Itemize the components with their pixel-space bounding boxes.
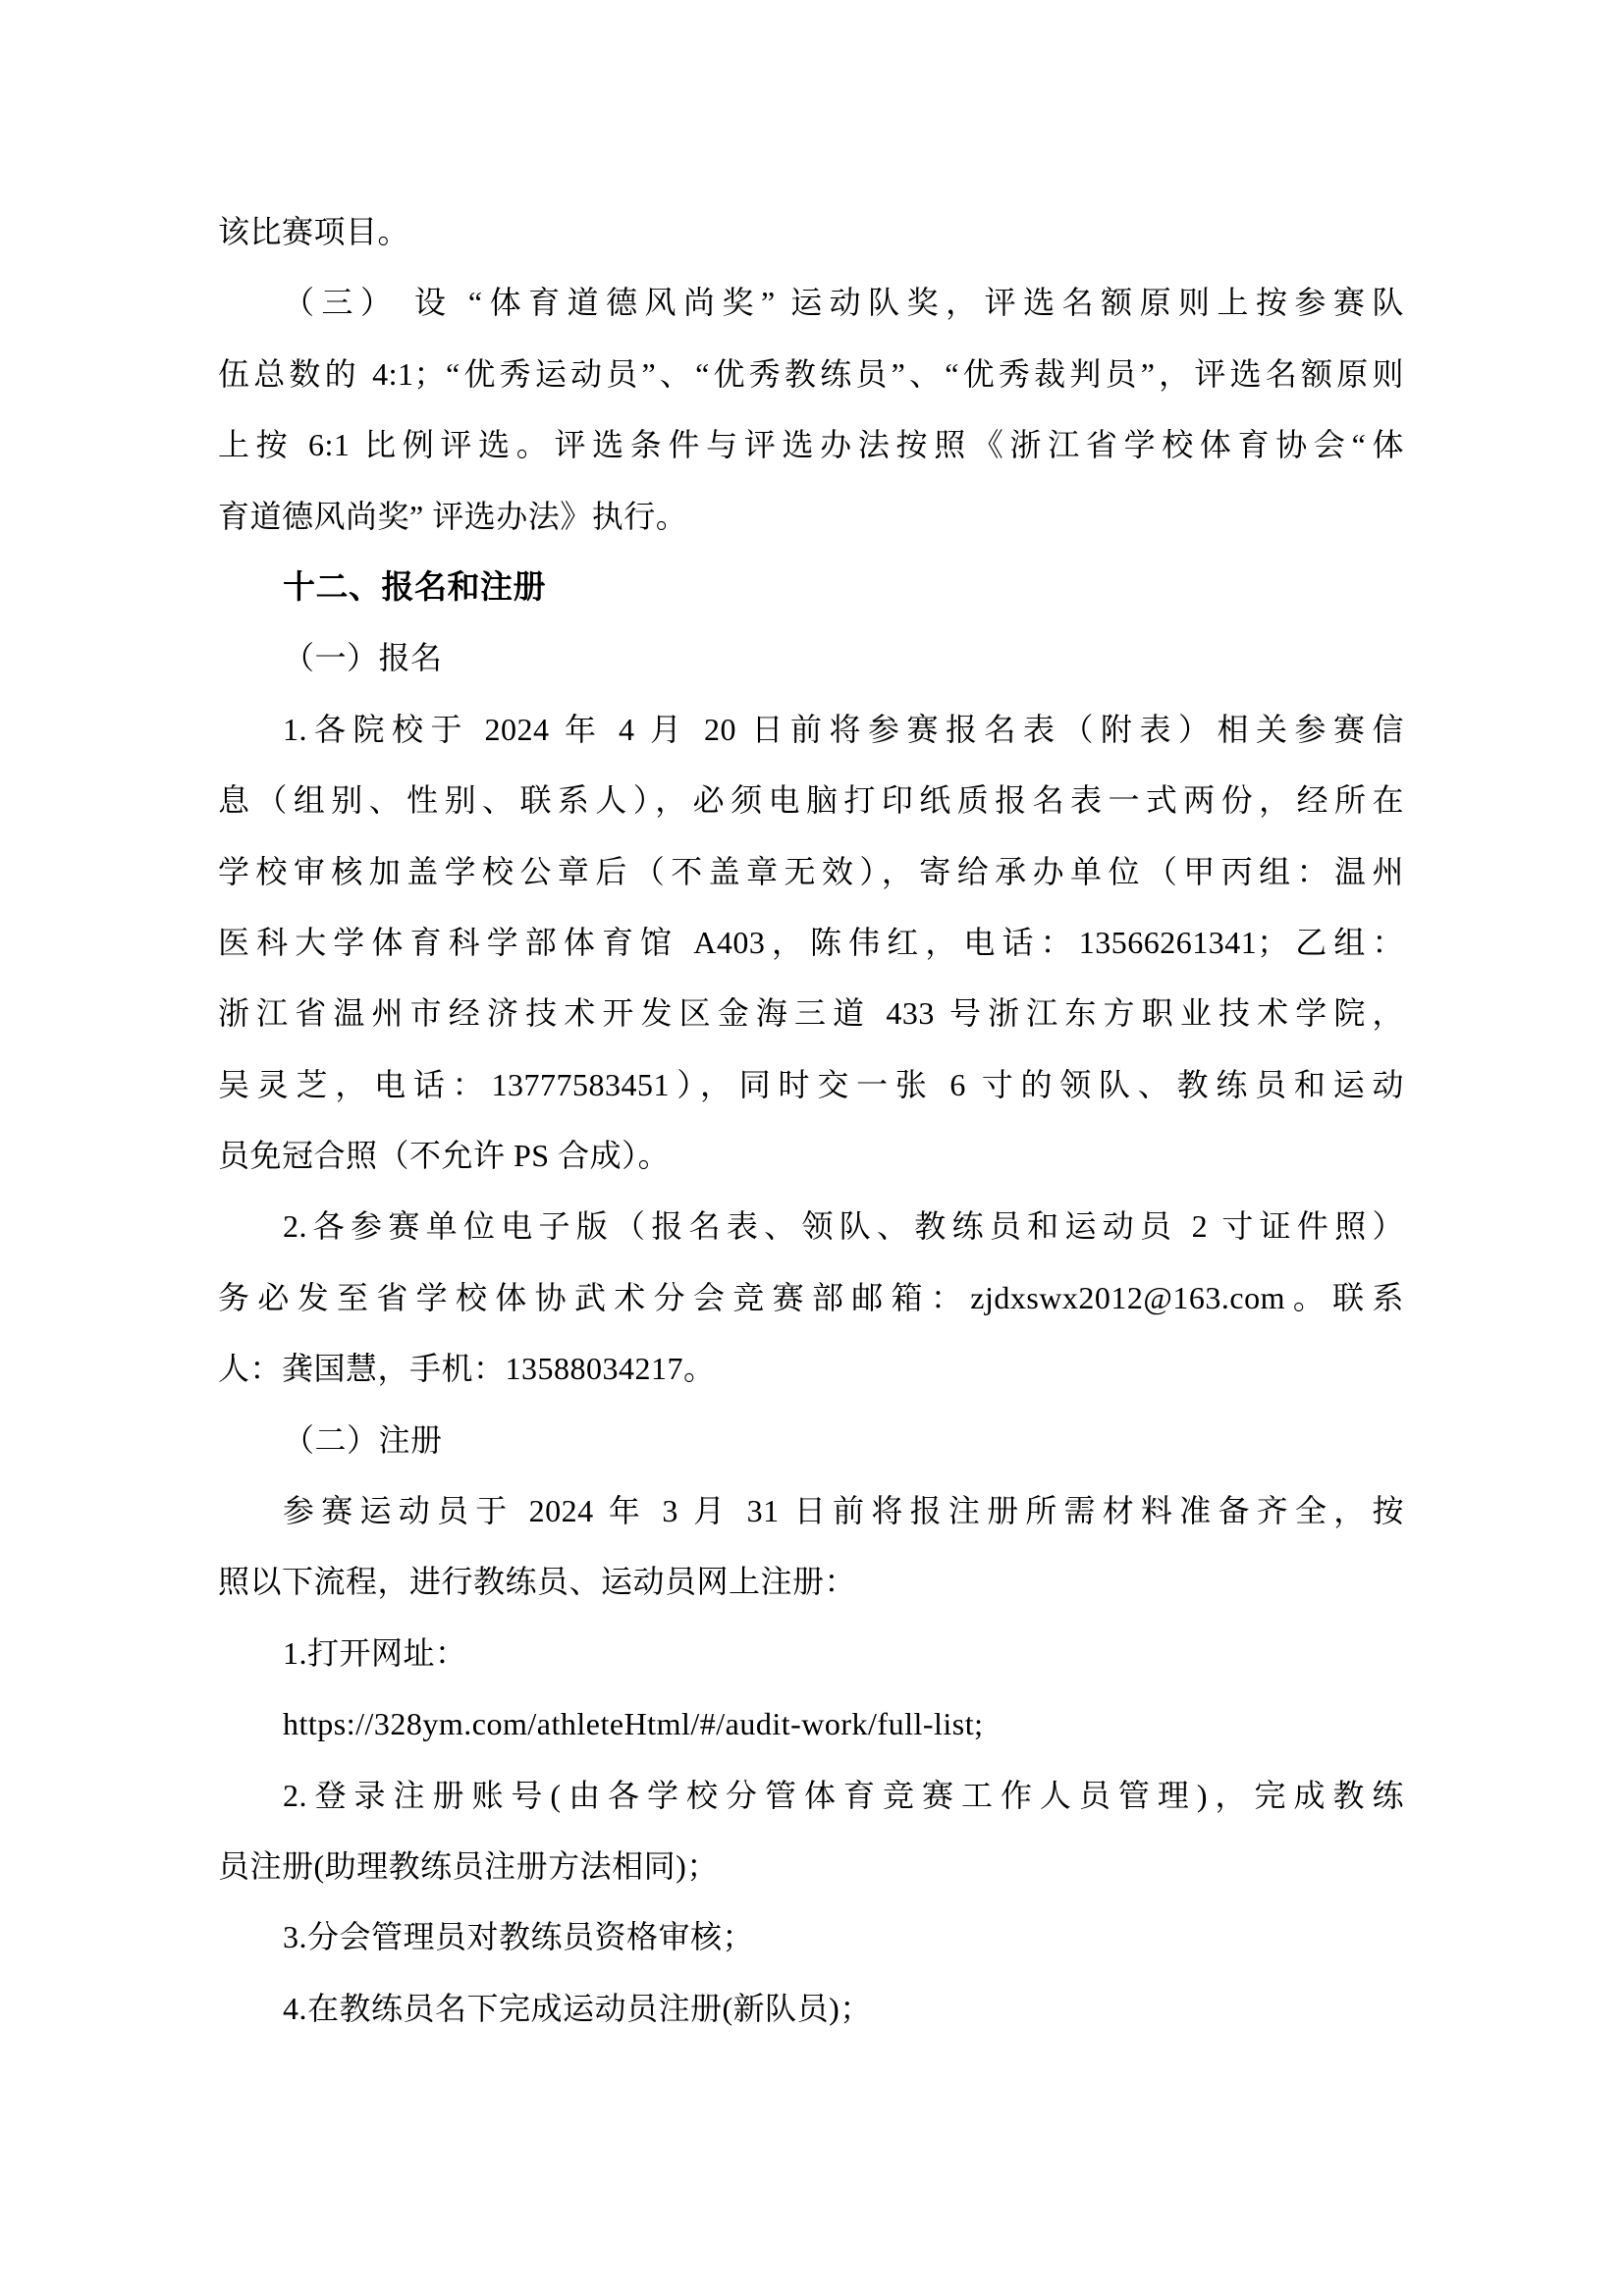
text-line: 务必发至省学校体协武术分会竞赛部邮箱：zjdxswx2012@163.com。联系 bbox=[218, 1279, 1404, 1315]
text-line: 3.分会管理员对教练员资格审核； bbox=[283, 1919, 755, 1955]
text-line: 4.在教练员名下完成运动员注册(新队员)； bbox=[283, 1990, 872, 2026]
text-line: 2.登录注册账号(由各学校分管体育竞赛工作人员管理)，完成教练 bbox=[283, 1777, 1404, 1813]
text-line: 参赛运动员于 2024 年 3 月 31 日前将报注册所需材料准备齐全，按 bbox=[283, 1493, 1404, 1529]
text-line: 医科大学体育科学部体育馆 A403，陈伟红，电话：13566261341；乙组： bbox=[218, 924, 1404, 960]
text-line: 上按 6:1 比例评选。评选条件与评选办法按照《浙江省学校体育协会“体 bbox=[218, 427, 1404, 463]
text-line: （一）报名 bbox=[283, 640, 443, 676]
text-line: （二）注册 bbox=[283, 1421, 443, 1458]
text-line: 浙江省温州市经济技术开发区金海三道 433 号浙江东方职业技术学院， bbox=[218, 995, 1404, 1032]
text-line: 育道德风尚奖” 评选办法》执行。 bbox=[218, 498, 688, 534]
text-line: 吴灵芝，电话：13777583451），同时交一张 6 寸的领队、教练员和运动 bbox=[218, 1066, 1404, 1102]
text-line: 伍总数的 4:1；“优秀运动员”、“优秀教练员”、“优秀裁判员”，评选名额原则 bbox=[218, 355, 1404, 392]
text-line: 人：龚国慧，手机：13588034217。 bbox=[218, 1351, 716, 1387]
section-heading: 十二、报名和注册 bbox=[283, 567, 546, 605]
text-line: 学校审核加盖学校公章后（不盖章无效），寄给承办单位（甲丙组：温州 bbox=[218, 853, 1404, 889]
text-line: 1.各院校于 2024 年 4 月 20 日前将参赛报名表（附表）相关参赛信 bbox=[283, 711, 1404, 747]
text-line: 照以下流程，进行教练员、运动员网上注册： bbox=[218, 1564, 857, 1600]
text-line: （三） 设 “体育道德风尚奖” 运动队奖，评选名额原则上按参赛队 bbox=[283, 285, 1404, 321]
text-line: 2.各参赛单位电子版（报名表、领队、教练员和运动员 2 寸证件照） bbox=[283, 1208, 1404, 1245]
text-line: 员免冠合照（不允许 PS 合成）。 bbox=[218, 1138, 671, 1174]
text-line: 1.打开网址： bbox=[283, 1634, 467, 1671]
document-body bbox=[218, 196, 1404, 2044]
text-line: 该比赛项目。 bbox=[218, 214, 410, 249]
text-line: 员注册(助理教练员注册方法相同)； bbox=[218, 1847, 719, 1884]
text-line: 息（组别、性别、联系人），必须电脑打印纸质报名表一式两份，经所在 bbox=[218, 782, 1404, 819]
text-line: https://328ym.com/athleteHtml/#/audit-work/full-list; bbox=[283, 1706, 984, 1742]
